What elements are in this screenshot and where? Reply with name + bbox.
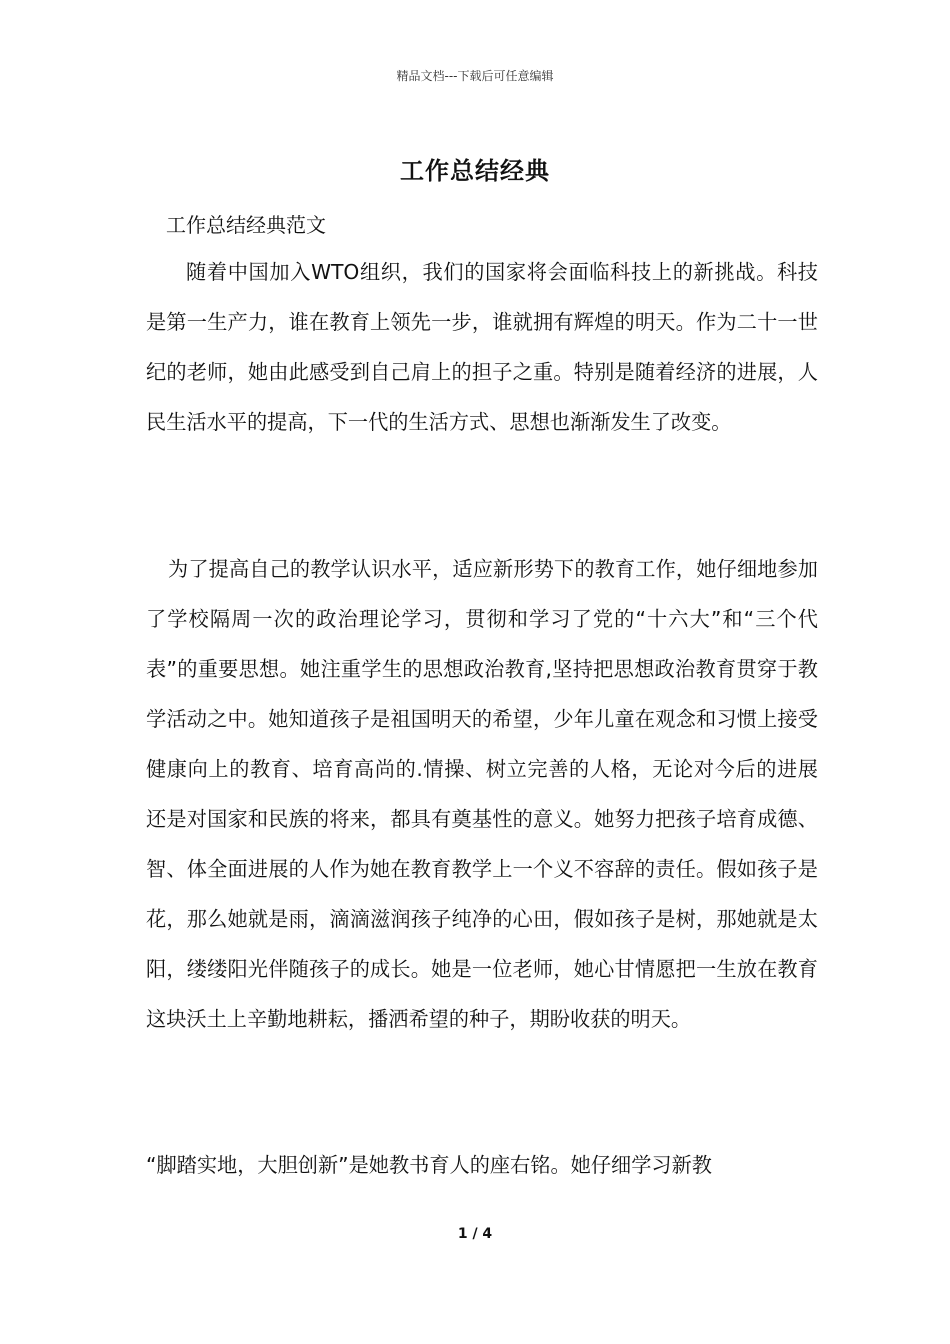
paragraph-1: 随着中国加入WTO组织，我们的国家将会面临科技上的新挑战。科技是第一生产力，谁在教育上领先一步，谁就拥有辉煌的明天。作为二十一世纪的老师，她由此感受到自己肩上的担子之重。特别是随着经济的进展，人民生活水平的提高，下一代的生活方式、思想也渐渐发生了改变。: [146, 260, 818, 434]
document-subtitle: 工作总结经典范文: [166, 213, 326, 237]
paragraph-3: “脚踏实地，大胆创新”是她教书育人的座右铭。她仔细学习新教: [146, 1153, 712, 1177]
header-note: 精品文档---下载后可任意编辑: [396, 69, 554, 83]
document-title: 工作总结经典: [400, 157, 550, 185]
page-number: 1 / 4: [457, 1226, 493, 1242]
paragraph-2: 为了提高自己的教学认识水平，适应新形势下的教育工作，她仔细地参加了学校隔周一次的政治理论学习，贯彻和学习了党的“十六大”和“三个代表”的重要思想。她注重学生的思想政治教育,坚持把思想政治教育贯穿于教学活动之中。她知道孩子是祖国明天的希望，少年儿童在观念和习惯上接受健康向上的教育、培育高尚的.情操、树立完善的人格，无论对今后的进展还是对国家和民族的将来，都具有奠基性的意义。她努力把孩子培育成德、智、体全面进展的人作为她在教育教学上一个义不容辞的责任。假如孩子是花，那么她就是雨，滴滴滋润孩子纯净的心田，假如孩子是树，那她就是太阳，缕缕阳光伴随孩子的成长。她是一位老师，她心甘情愿把一生放在教育这块沃土上辛勤地耕耘，播洒希望的种子，期盼收获的明天。: [146, 557, 818, 1031]
